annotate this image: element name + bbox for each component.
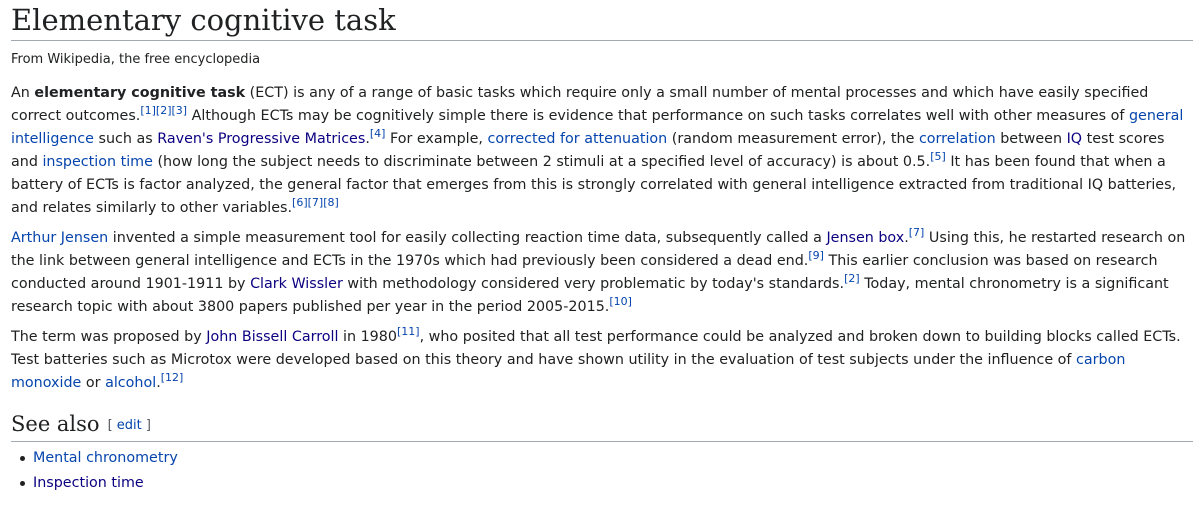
reference-link[interactable]: [10] [609,295,632,309]
text: (random measurement error), the [667,131,919,147]
text: invented a simple measurement tool for easily collecting reaction time data, subsequently called a [108,230,827,246]
link-jensen-box[interactable]: Jensen box [826,230,905,246]
reference[interactable] [609,295,632,308]
text: . [365,131,370,147]
reference[interactable] [370,127,386,140]
bullet-icon [20,481,25,486]
bullet-icon [20,456,25,461]
reference[interactable] [397,325,420,338]
text: . [904,230,909,246]
site-tagline: From Wikipedia, the free encyclopedia [11,52,261,67]
reference-link[interactable]: [11] [396,325,420,339]
paragraph-term [11,326,1193,395]
bold-term: elementary cognitive task [34,85,246,101]
reference[interactable] [930,150,946,163]
link-alcohol[interactable]: alcohol [105,375,157,391]
text: , who posited that all test performance could be analyzed and broken down to building blocks called ECTs. Test batteries such as Microtox were developed based on this theory and have shown utility in the evaluation of test subjects under the influence of [11,329,1181,368]
reference-link[interactable]: [12] [160,371,184,385]
section-heading-see-also [11,409,1193,442]
reference-link[interactable]: [9] [808,249,824,263]
reference[interactable] [292,196,339,209]
text: such as [93,131,158,147]
page-title: Elementary cognitive task [11,0,1193,41]
reference[interactable] [140,104,187,117]
text: Today, mental chronometry is a significant research topic with about 3800 papers published per year in the period 2005-2015. [11,276,1169,315]
reference[interactable] [909,226,925,239]
link-corrected-for-attenuation[interactable]: corrected for attenuation [487,131,668,147]
list-item [33,446,1193,471]
text: in 1980 [338,329,397,345]
text: between [995,131,1067,147]
link-inspection-time[interactable]: inspection time [42,154,153,170]
edit-section [108,418,151,433]
text: with methodology considered very problematic by today's standards. [342,276,845,292]
reference[interactable] [808,249,824,262]
link-carbon-monoxide[interactable]: carbon monoxide [11,352,1126,391]
link-arthur-jensen[interactable]: Arthur Jensen [11,230,109,246]
text: The term was proposed by [11,329,207,345]
reference[interactable] [844,272,860,285]
text: Using this, he restarted research on the link between general intelligence and ECTs in the 1970s which had previously been considered a dead end. [11,230,1186,269]
edit-section-link[interactable]: edit [116,418,142,433]
link-general-intelligence[interactable]: general intelligence [11,108,1184,147]
section-heading-label: See also [11,412,100,436]
text: An [11,85,35,101]
link-correlation[interactable]: correlation [918,131,996,147]
text: (how long the subject needs to discriminate between 2 stimuli at a specified level of accuracy) is about 0.5. [152,154,931,170]
reference[interactable] [161,371,184,384]
text: (ECT) is any of a range of basic tasks which require only a small number of mental processes and which have easily specified correct outcomes. [11,85,1149,124]
link-mental-chronometry[interactable]: Mental chronometry [33,450,178,466]
see-also-list [11,446,1193,496]
reference-link[interactable]: [4] [369,127,386,141]
link-clark-wissler[interactable]: Clark Wissler [250,276,343,292]
text: or [81,375,106,391]
link-inspection-time-see-also[interactable]: Inspection time [33,475,144,491]
reference-link[interactable]: [6][7][8] [292,196,339,210]
reference-link[interactable]: [1][2][3] [140,104,188,118]
link-ravens-matrices[interactable]: Raven's Progressive Matrices [157,131,366,147]
paragraph-history [11,227,1193,319]
text: Although ECTs may be cognitively simple there is evidence that performance on such tasks correlates well with other measures of [187,108,1129,124]
bracket: [ [107,418,117,433]
paragraph-intro [11,82,1193,220]
list-item [33,471,1193,496]
text: test scores and [11,131,1165,170]
reference-link[interactable]: [7] [908,226,925,240]
text: For example, [385,131,488,147]
link-iq[interactable]: IQ [1066,131,1083,147]
bracket: ] [141,418,151,433]
link-john-bissell-carroll[interactable]: John Bissell Carroll [206,329,339,345]
reference-link[interactable]: [5] [930,150,946,164]
text: It has been found that when a battery of ECTs is factor analyzed, the general factor that emerges from this is strongly correlated with general intelligence extracted from traditional IQ batteries, and relates similarly to other variables. [11,154,1177,216]
reference-link[interactable]: [2] [844,272,860,286]
text: . [156,375,161,391]
text: This earlier conclusion was based on research conducted around 1901-1911 by [11,253,1158,292]
